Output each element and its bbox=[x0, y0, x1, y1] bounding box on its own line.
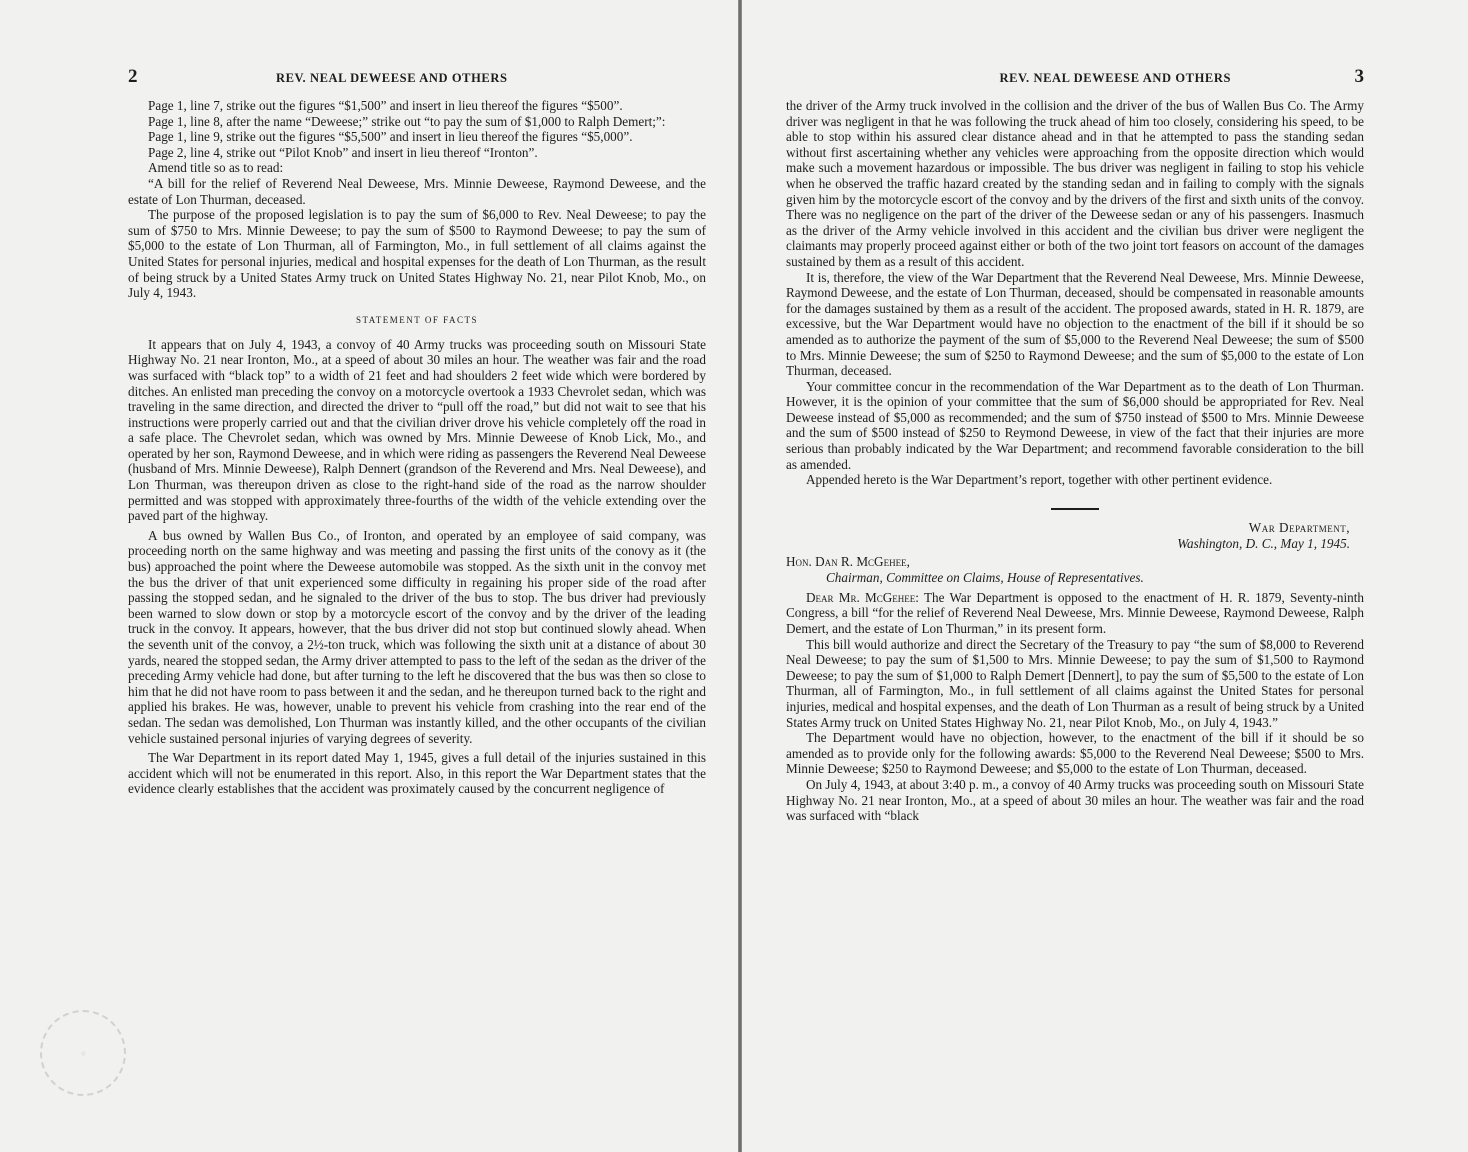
addressee-title: Chairman, Committee on Claims, House of Representatives. bbox=[826, 569, 1144, 585]
right-page bbox=[742, 0, 1468, 1152]
page-number: 2 bbox=[128, 66, 138, 87]
paragraph: The War Department in its report dated May 1, 1945, gives a full detail of the injuries sustained in this accident which will not be enumerated in this report. Also, in this report the War Department states that the evidence clearly establishes that the accident was proximately caused by the concurrent negligence of bbox=[128, 750, 706, 797]
section-heading: STATEMENT OF FACTS bbox=[356, 314, 478, 325]
letter-heading bbox=[786, 520, 1364, 552]
letter-place-date: Washington, D. C., May 1, 1945. bbox=[1177, 535, 1350, 551]
running-head bbox=[128, 66, 706, 96]
letter-paragraph: The Department would have no objection, however, to the enactment of the bill if it should be so amended as to provide only for the following awards: $5,000 to the Reverend Neal Deweese; $500 to Mrs. Minnie Deweese; $250 to Raymond Deweese; and $5,000 to the estate of Lon Thurman, deceased. bbox=[786, 730, 1364, 777]
letter-paragraph-text: The War Department is opposed to the enactment of H. R. 1879, Seventy-ninth Congress, a bill “for the relief of Reverend Neal Deweese, Mrs. Minnie Deweese, Raymond Deweese, Ralph Demert, and the estate of Lon Thurman,” in its present form. bbox=[786, 589, 1364, 637]
letter-body bbox=[786, 590, 1364, 824]
page-number: 3 bbox=[1354, 66, 1364, 87]
paragraph: “A bill for the relief of Reverend Neal Deweese, Mrs. Minnie Deweese, Raymond Deweese, and the estate of Lon Thurman, deceased. bbox=[128, 175, 706, 207]
salutation: Dear Mr. McGehee: bbox=[806, 589, 919, 605]
paragraph: Amend title so as to read: bbox=[148, 160, 284, 176]
paragraph: Page 1, line 7, strike out the figures “$1,500” and insert in lieu thereof the figures “$500”. bbox=[148, 98, 623, 113]
paragraph: The purpose of the proposed legislation is to pay the sum of $6,000 to Rev. Neal Deweese; to pay the sum of $750 to Mrs. Minnie Deweese; to pay the sum of $500 to Raymond Deweese; to pay the sum of $5,000 to the estate of Lon Thurman, all of Farmington, Mo., in full settlement of all claims against the United States for personal injuries, medical and hospital expenses for the death of Lon Thurman, as the result of being struck by a United States Army truck on United States Highway No. 21, near Pilot Knob, Mo., on July 4, 1943. bbox=[128, 207, 706, 301]
statement-of-facts bbox=[128, 337, 706, 797]
letter-department: War Department, bbox=[1248, 519, 1350, 535]
paragraph: Page 1, line 8, after the name “Deweese;” strike out “to pay the sum of $1,000 to Ralph Demert;”: bbox=[148, 113, 666, 129]
letter-addressee bbox=[786, 554, 1364, 586]
letter-paragraph bbox=[786, 590, 1364, 637]
running-title: REV. NEAL DEWEESE AND OTHERS bbox=[275, 71, 508, 85]
letter-paragraph: On July 4, 1943, at about 3:40 p. m., a convoy of 40 Army trucks was proceeding south on Missouri State Highway No. 21 near Ironton, Mo., at a speed of about 30 miles an hour. The weather was fair and the road was surfaced with “black bbox=[786, 776, 1364, 824]
paragraph: the driver of the Army truck involved in the collision and the driver of the bus of Wallen Bus Co. The Army driver was negligent in that he was following the truck ahead of him too closely, considering his speed, to be able to stop within his assured clear distance ahead and in that he attempted to pass the standing sedan without first ascertaining whether any vehicles were approaching from the opposite direction which would make such a movement hazardous or impossible. The bus driver was negligent in failing to stop his vehicle when he observed the traffic hazard created by the standing sedan and in failing to comply with the signals given him by the motorcycle escort of the convoy and by the drivers of the first and sixth units of the convoy. There was no negligence on the part of the driver of the Deweese sedan or any of his passengers. Inasmuch as the driver of the Army vehicle involved in this accident and the civilian bus driver were negligent the claimants may properly proceed against either or both of the two joint tort feasors on account of the damages sustained by them as a result of this accident. bbox=[786, 98, 1364, 269]
paragraph: Page 1, line 9, strike out the figures “$5,500” and insert in lieu thereof the figures “$5,000”. bbox=[148, 129, 633, 145]
running-title: REV. NEAL DEWEESE AND OTHERS bbox=[999, 71, 1232, 85]
paragraph: Appended hereto is the War Department’s report, together with other pertinent evidence. bbox=[806, 472, 1273, 488]
amendments-block bbox=[128, 98, 706, 301]
running-head bbox=[786, 66, 1364, 96]
letter-paragraph: This bill would authorize and direct the Secretary of the Treasury to pay “the sum of $8,000 to Reverend Neal Deweese; to pay the sum of $1,500 to Mrs. Minnie Deweese; to pay the sum of $1,500 to Raymond Deweese; to pay the sum of $1,000 to Ralph Demert [Dennert], to pay the sum of $5,500 to the estate of Lon Thurman, all of Farmington, Mo., in full settlement of all claims against the United States for personal injuries, medical and hospital expenses, and the death of Lon Thurman as a result of being struck by a United States Army truck on United States Highway No. 21, near Pilot Knob, Mo., on July 4, 1943.” bbox=[786, 636, 1364, 730]
paragraph: It appears that on July 4, 1943, a convoy of 40 Army trucks was proceeding south on Missouri State Highway No. 21 near Ironton, Mo., at a speed of about 30 miles an hour. The weather was fair and the road was surfaced with “black top” to a width of 21 feet and had shoulders 2 feet wide which were bordered by ditches. An enlisted man preceding the convoy on a motorcycle overtook a 1933 Chevrolet sedan, which was traveling in the same direction, and directed the driver to “pull off the road,” but did not wait to see that his instructions were properly carried out and that the civilian driver drove his vehicle completely off the road in a safe place. The Chevrolet sedan, which was owned by Mrs. Minnie Deweese of Knob Lick, Mo., and operated by her son, Raymond Deweese, and in which were riding as passengers the Reverend Neal Deweese (husband of Mrs. Minnie Deweese), Ralph Dennert (grandson of the Reverend and Mrs. Neal Deweese), and Lon Thurman, was thereupon driven as close to the right-hand side of the road as the narrow shoulder permitted and was stopped with approximately three-fourths of the width of the vehicle extending over the paved part of the highway. bbox=[128, 336, 706, 524]
paragraph: A bus owned by Wallen Bus Co., of Ironton, and operated by an employee of said company, was proceeding north on the same highway and was meeting and passing the first units of the conovy as it (the bus) approached the point where the Deweese automobile was stopped. As the sixth unit in the convoy met the bus the driver of that unit experienced some difficulty in regaining his proper side of the road after passing the stopped sedan, and he signaled to the driver of the bus to stop. The bus driver had previously been warned to slow down or stop by a motorcycle escort of the convoy and by the driver of the leading truck in the convoy. It appears, however, that the bus driver did not stop but continued slowly ahead. When the seventh unit of the convoy, a 2½-ton truck, which was following the sixth unit at a distance of about 30 yards, neared the stopped sedan, the Army driver attempted to pass to the left of the sedan as the driver of the preceding Army vehicle had done, but after turning to the left he discovered that the bus was then so close to him that he did not have room to pass between it and the sedan, and he thereupon turned back to the right and applied his brakes. He was, however, unable to prevent his vehicle from crashing into the rear end of the sedan. The sedan was demolished, Lon Thurman was instantly killed, and the other occupants of the civilian vehicle sustained personal injuries of varying degrees of severity. bbox=[128, 527, 706, 746]
report-continuation bbox=[786, 98, 1364, 488]
paragraph: Page 2, line 4, strike out “Pilot Knob” and insert in lieu thereof “Ironton”. bbox=[148, 144, 538, 160]
faded-stamp-icon: ○ bbox=[40, 1010, 126, 1096]
paragraph: Your committee concur in the recommendation of the War Department as to the death of Lon Thurman. However, it is the opinion of your committee that the sum of $6,000 should be appropriated for Rev. Neal Deweese instead of $5,000 as recommended; and the sum of $750 instead of $500 to Mrs. Minnie Deweese and the sum of $500 instead of $250 to Reymond Deweese, in view of the fact that their injuries are more serious than probably indicated by the War Department; and recommend favorable consideration to the bill as amended. bbox=[786, 378, 1364, 472]
addressee-name: Hon. Dan R. McGehee, bbox=[786, 553, 910, 569]
section-divider bbox=[1051, 508, 1099, 510]
paragraph: It is, therefore, the view of the War Department that the Reverend Neal Deweese, Mrs. Minnie Deweese, Raymond Deweese, and the estate of Lon Thurman, deceased, should be compensated in reasonable amounts for the damages sustained by them as a result of the accident. The proposed awards, stated in H. R. 1879, are excessive, but the War Department would have no objection to the enactment of the bill if it should be so amended as to authorize the payment of the sum of $5,000 to the Reverend Neal Deweese; the sum of $500 to Mrs. Minnie Deweese; the sum of $250 to Raymond Deweese; and the sum of $5,000 to the estate of Lon Thurman, deceased. bbox=[786, 269, 1364, 379]
